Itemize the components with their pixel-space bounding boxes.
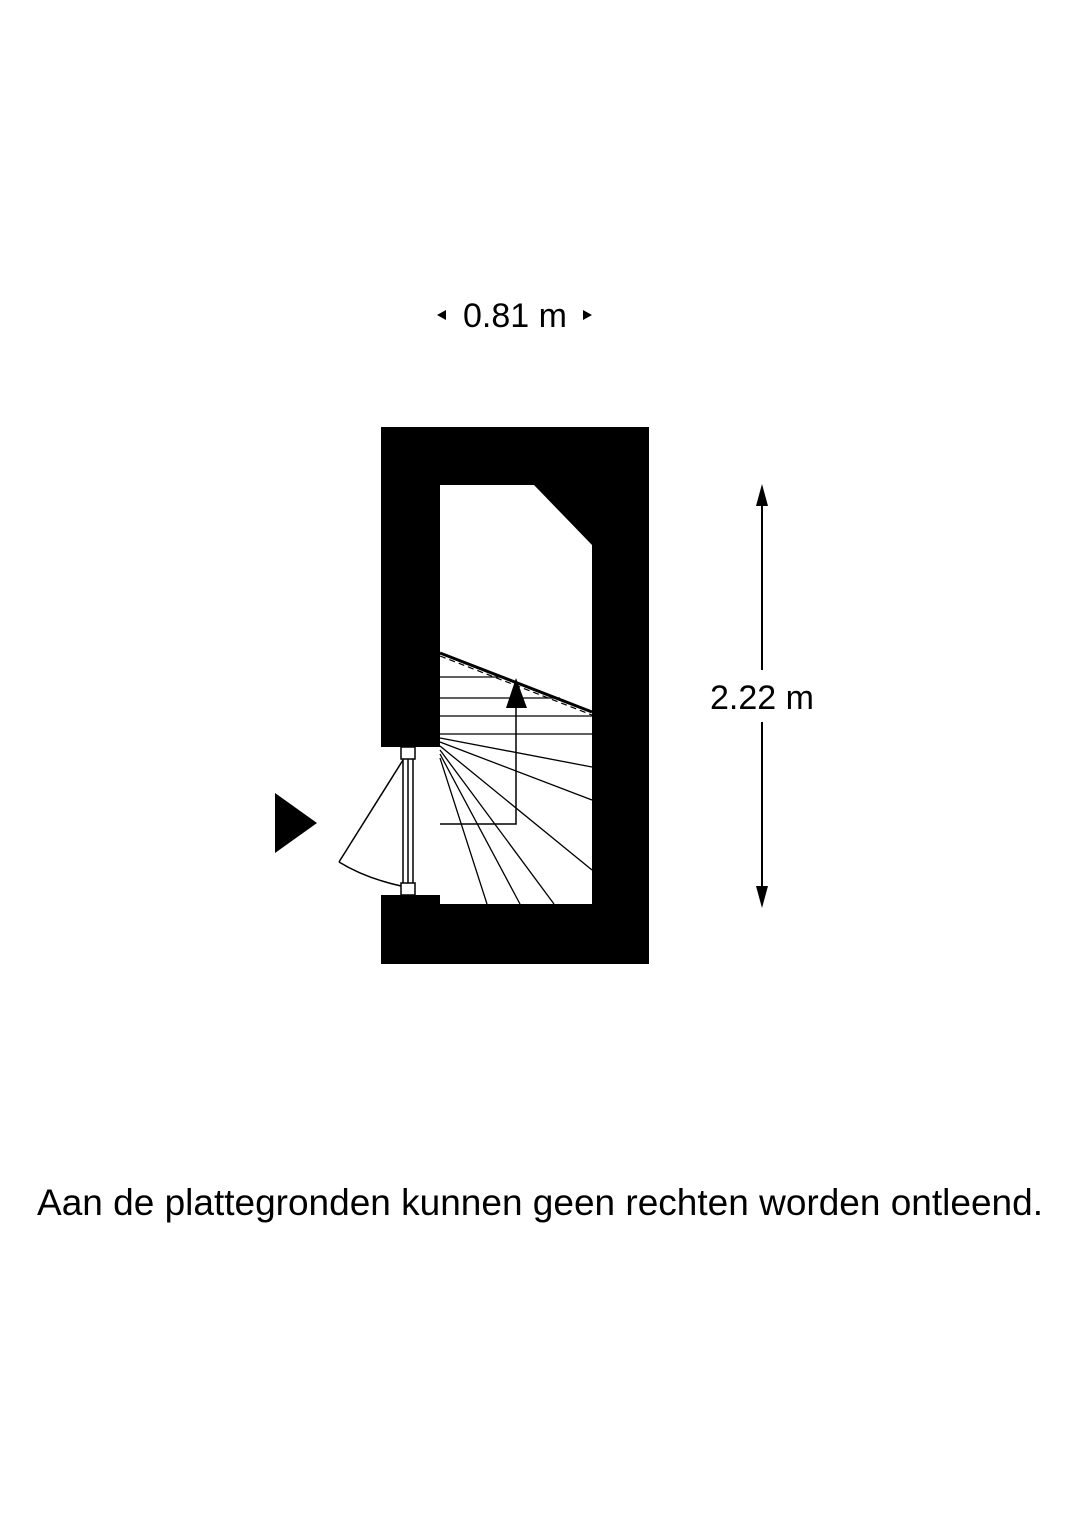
width-arrow-left bbox=[437, 310, 446, 320]
door-opening bbox=[381, 747, 440, 895]
height-arrow-bottom bbox=[756, 886, 768, 908]
height-dimension bbox=[710, 484, 814, 908]
width-arrow-right bbox=[583, 310, 592, 320]
width-dimension-label: 0.81 m bbox=[463, 297, 567, 335]
disclaimer-text: Aan de plattegronden kunnen geen rechten worden ontleend. bbox=[37, 1182, 1043, 1223]
entrance-arrow bbox=[275, 793, 317, 853]
door-jamb-top bbox=[401, 747, 415, 759]
stair-winder-6 bbox=[440, 758, 487, 904]
stair-winder-4 bbox=[440, 750, 554, 904]
staircase bbox=[440, 653, 592, 904]
height-dimension-label: 2.22 m bbox=[710, 679, 814, 717]
door-jamb-bottom bbox=[401, 883, 415, 895]
door bbox=[339, 747, 415, 895]
width-dimension bbox=[437, 297, 592, 335]
